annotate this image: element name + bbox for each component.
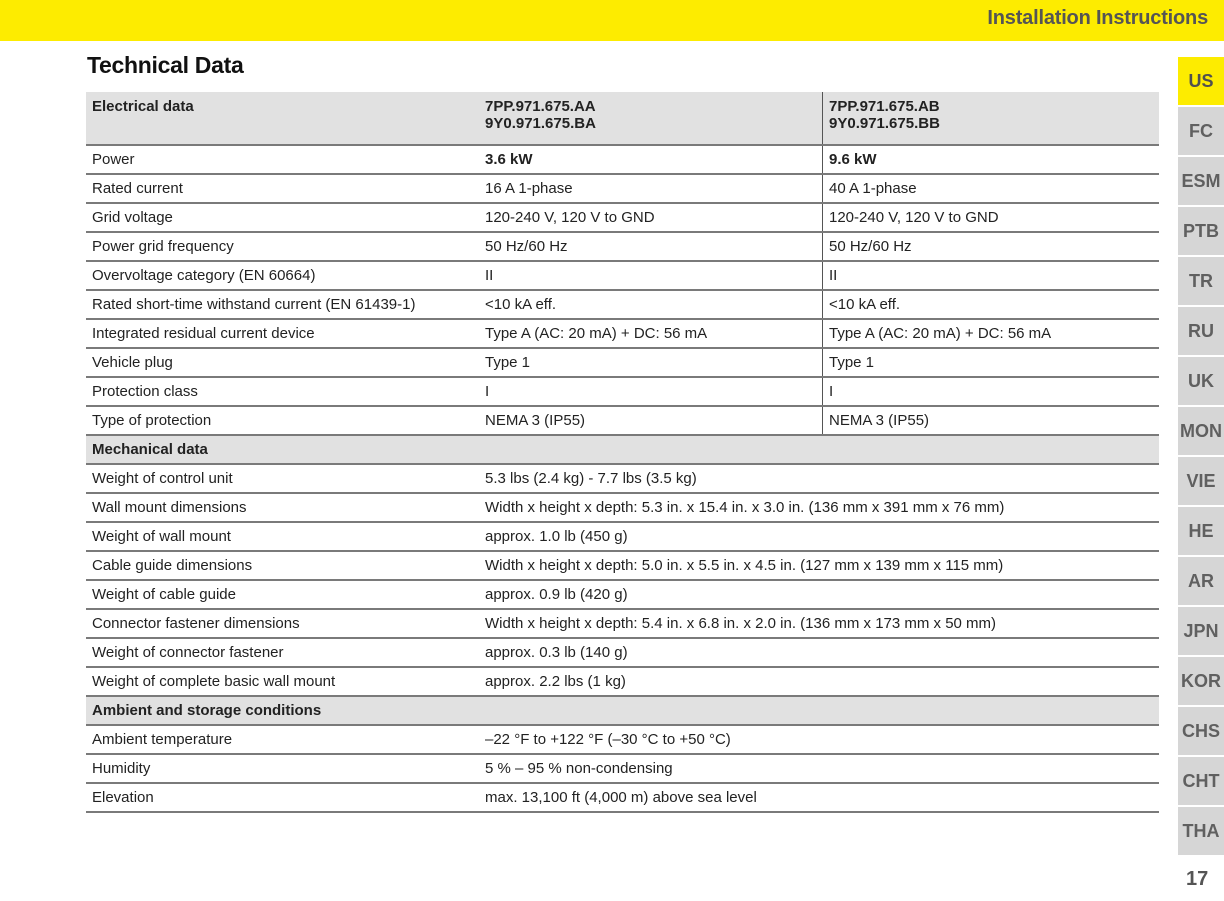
language-tab-tha[interactable]: THA (1178, 807, 1224, 855)
row-label: Vehicle plug (86, 348, 479, 377)
row-label: Rated short-time withstand current (EN 61439-1) (86, 290, 479, 319)
language-tab-esm[interactable]: ESM (1178, 157, 1224, 205)
row-value-col2: <10 kA eff. (823, 290, 1160, 319)
row-value: Width x height x depth: 5.0 in. x 5.5 in. x 4.5 in. (127 mm x 139 mm x 115 mm) (479, 551, 1159, 580)
row-value-col2: Type A (AC: 20 mA) + DC: 56 mA (823, 319, 1160, 348)
row-value: approx. 0.3 lb (140 g) (479, 638, 1159, 667)
row-label: Humidity (86, 754, 479, 783)
row-label: Cable guide dimensions (86, 551, 479, 580)
row-value-col1: Type 1 (479, 348, 823, 377)
row-value-col2: 40 A 1-phase (823, 174, 1160, 203)
row-value: approx. 2.2 lbs (1 kg) (479, 667, 1159, 696)
header-bar (0, 0, 1224, 41)
table-header-row (86, 92, 1159, 145)
section-title: Mechanical data (86, 435, 1159, 464)
row-label: Weight of connector fastener (86, 638, 479, 667)
row-label: Integrated residual current device (86, 319, 479, 348)
language-tab-fc[interactable]: FC (1178, 107, 1224, 155)
row-label: Power (86, 145, 479, 174)
language-tab-ru[interactable]: RU (1178, 307, 1224, 355)
language-tabs (1178, 57, 1224, 857)
table-row (86, 348, 1159, 377)
row-value-col1: 3.6 kW (479, 145, 823, 174)
row-value: 5 % – 95 % non-condensing (479, 754, 1159, 783)
row-label: Wall mount dimensions (86, 493, 479, 522)
row-label: Weight of complete basic wall mount (86, 667, 479, 696)
header-title: Installation Instructions (987, 7, 1208, 29)
row-value-col2: Type 1 (823, 348, 1160, 377)
language-tab-he[interactable]: HE (1178, 507, 1224, 555)
row-label: Elevation (86, 783, 479, 812)
language-tab-uk[interactable]: UK (1178, 357, 1224, 405)
table-row (86, 232, 1159, 261)
table-row (86, 203, 1159, 232)
model-number: 7PP.971.675.AA (485, 98, 596, 115)
table-row (86, 667, 1159, 696)
row-value-col2: I (823, 377, 1160, 406)
row-value-col2: 50 Hz/60 Hz (823, 232, 1160, 261)
row-value-col1: 120-240 V, 120 V to GND (479, 203, 823, 232)
row-label: Weight of wall mount (86, 522, 479, 551)
table-row (86, 261, 1159, 290)
model-number: 9Y0.971.675.BB (829, 115, 940, 132)
table-row (86, 783, 1159, 812)
row-label: Connector fastener dimensions (86, 609, 479, 638)
language-tab-ar[interactable]: AR (1178, 557, 1224, 605)
row-value-col1: NEMA 3 (IP55) (479, 406, 823, 435)
row-value: approx. 0.9 lb (420 g) (479, 580, 1159, 609)
row-label: Grid voltage (86, 203, 479, 232)
row-value-col2: II (823, 261, 1160, 290)
section-title: Ambient and storage conditions (86, 696, 1159, 725)
row-label: Overvoltage category (EN 60664) (86, 261, 479, 290)
table-row (86, 609, 1159, 638)
row-label: Rated current (86, 174, 479, 203)
row-value-col1: Type A (AC: 20 mA) + DC: 56 mA (479, 319, 823, 348)
table-row (86, 464, 1159, 493)
row-value-col1: 50 Hz/60 Hz (479, 232, 823, 261)
row-label: Type of protection (86, 406, 479, 435)
row-value-col1: II (479, 261, 823, 290)
row-label: Weight of control unit (86, 464, 479, 493)
row-value: –22 °F to +122 °F (–30 °C to +50 °C) (479, 725, 1159, 754)
row-label: Ambient temperature (86, 725, 479, 754)
row-label: Power grid frequency (86, 232, 479, 261)
row-value: Width x height x depth: 5.3 in. x 15.4 in. x 3.0 in. (136 mm x 391 mm x 76 mm) (479, 493, 1159, 522)
page-title: Technical Data (87, 52, 244, 78)
language-tab-mon[interactable]: MON (1178, 407, 1224, 455)
row-value-col1: <10 kA eff. (479, 290, 823, 319)
table-row (86, 377, 1159, 406)
model-number: 7PP.971.675.AB (829, 98, 940, 115)
row-value: Width x height x depth: 5.4 in. x 6.8 in. x 2.0 in. (136 mm x 173 mm x 50 mm) (479, 609, 1159, 638)
table-row (86, 406, 1159, 435)
language-tab-us[interactable]: US (1178, 57, 1224, 105)
table-row (86, 754, 1159, 783)
table-row (86, 725, 1159, 754)
row-value-col2: 120-240 V, 120 V to GND (823, 203, 1160, 232)
header-model-col1 (479, 92, 823, 145)
row-value-col1: 16 A 1-phase (479, 174, 823, 203)
language-tab-ptb[interactable]: PTB (1178, 207, 1224, 255)
row-value: max. 13,100 ft (4,000 m) above sea level (479, 783, 1159, 812)
row-label: Protection class (86, 377, 479, 406)
header-label: Electrical data (86, 92, 479, 145)
row-label: Weight of cable guide (86, 580, 479, 609)
row-value: 5.3 lbs (2.4 kg) - 7.7 lbs (3.5 kg) (479, 464, 1159, 493)
table-row (86, 319, 1159, 348)
technical-data-table (86, 92, 1159, 813)
model-number: 9Y0.971.675.BA (485, 115, 596, 132)
table-row (86, 522, 1159, 551)
language-tab-vie[interactable]: VIE (1178, 457, 1224, 505)
page-number: 17 (1186, 868, 1209, 890)
row-value: approx. 1.0 lb (450 g) (479, 522, 1159, 551)
header-model-col2 (823, 92, 1160, 145)
table-row (86, 174, 1159, 203)
table-row (86, 493, 1159, 522)
row-value-col1: I (479, 377, 823, 406)
section-header-mechanical (86, 435, 1159, 464)
section-header-ambient (86, 696, 1159, 725)
language-tab-chs[interactable]: CHS (1178, 707, 1224, 755)
table-row (86, 290, 1159, 319)
table-row (86, 638, 1159, 667)
table-row (86, 580, 1159, 609)
row-value-col2: NEMA 3 (IP55) (823, 406, 1160, 435)
language-tab-tr[interactable]: TR (1178, 257, 1224, 305)
language-tab-kor[interactable]: KOR (1178, 657, 1224, 705)
table-row (86, 551, 1159, 580)
row-value-col2: 9.6 kW (823, 145, 1160, 174)
table-row (86, 145, 1159, 174)
language-tab-cht[interactable]: CHT (1178, 757, 1224, 805)
language-tab-jpn[interactable]: JPN (1178, 607, 1224, 655)
